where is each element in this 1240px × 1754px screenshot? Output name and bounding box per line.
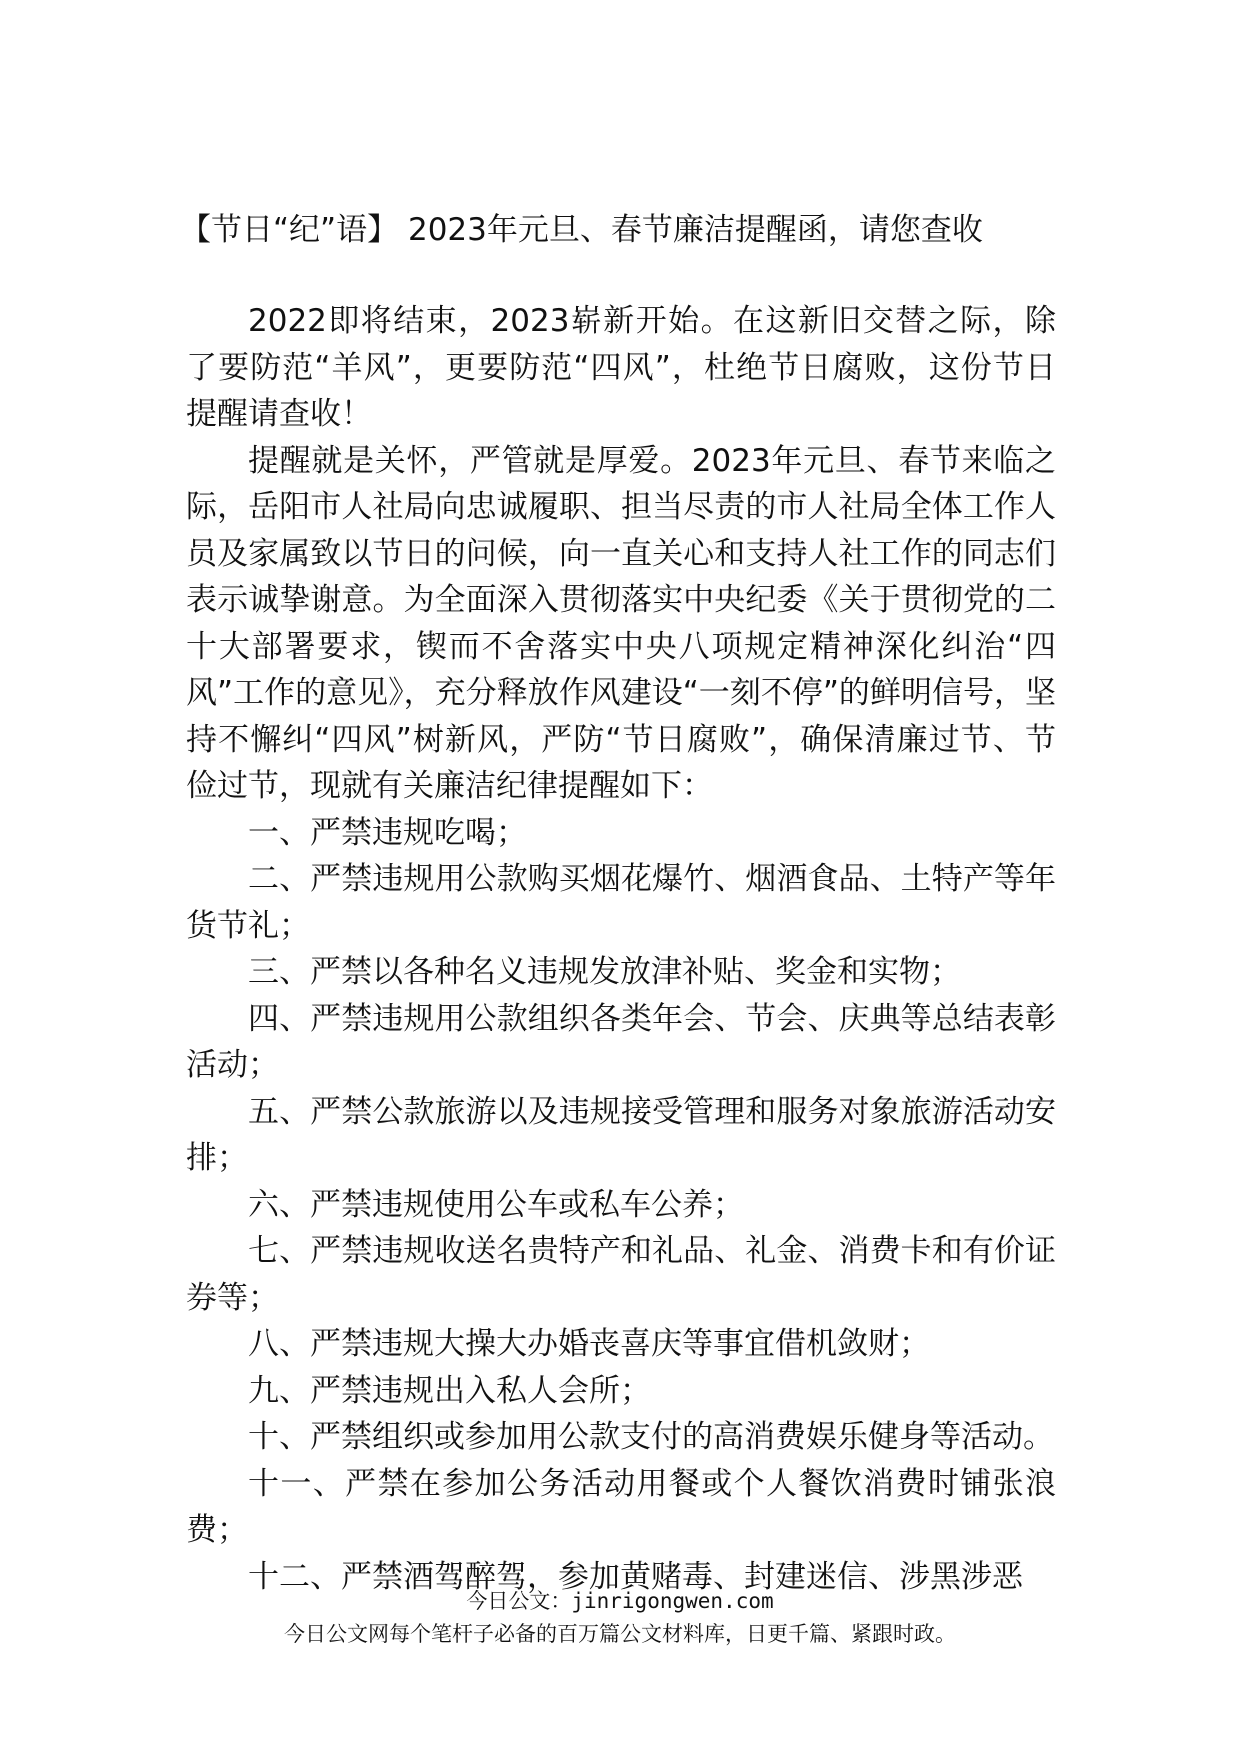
rule-item: 十二、严禁酒驾醉驾，参加黄赌毒、封建迷信、涉黑涉恶 bbox=[248, 1558, 1023, 1595]
document-title: 【节日“纪”语】 2023年元旦、春节廉洁提醒函，请您查收 bbox=[180, 212, 983, 248]
rule-item: 九、严禁违规出入私人会所； bbox=[248, 1372, 651, 1409]
rule-item: 五、严禁公款旅游以及违规接受管理和服务对象旅游活动安排； bbox=[186, 1093, 1056, 1176]
footer-site-link[interactable]: jinrigongwen.com bbox=[571, 1589, 774, 1613]
footer-site-line bbox=[0, 1587, 1240, 1615]
rule-item: 十、严禁组织或参加用公款支付的高消费娱乐健身等活动。 bbox=[248, 1419, 1054, 1455]
footer-slogan: 今日公文网每个笔杆子必备的百万篇公文材料库，日更千篇、紧跟时政。 bbox=[284, 1622, 956, 1646]
rule-item: 七、严禁违规收送名贵特产和礼品、礼金、消费卡和有价证券等； bbox=[186, 1233, 1056, 1316]
document-body bbox=[186, 298, 1056, 1600]
rule-item: 八、严禁违规大操大办婚丧喜庆等事宜借机敛财； bbox=[248, 1326, 930, 1362]
paragraph-intro: 2022即将结束，2023崭新开始。在这新旧交替之际，除了要防范“羊风”，更要防范“四风”，杜绝节日腐败，这份节日提醒请查收！ bbox=[186, 303, 1056, 432]
rule-item: 六、严禁违规使用公车或私车公养； bbox=[248, 1186, 744, 1223]
rule-item: 十一、严禁在参加公务活动用餐或个人餐饮消费时铺张浪费； bbox=[186, 1465, 1056, 1548]
rule-item: 四、严禁违规用公款组织各类年会、节会、庆典等总结表彰活动； bbox=[186, 1000, 1056, 1083]
rule-item: 一、严禁违规吃喝； bbox=[248, 814, 527, 851]
rule-item: 二、严禁违规用公款购买烟花爆竹、烟酒食品、土特产等年货节礼； bbox=[186, 861, 1056, 944]
rule-item: 三、严禁以各种名义违规发放津补贴、奖金和实物； bbox=[248, 954, 961, 990]
paragraph-main: 提醒就是关怀，严管就是厚爱。2023年元旦、春节来临之际，岳阳市人社局向忠诚履职、担当尽责的市人社局全体工作人员及家属致以节日的问候，向一直关心和支持人社工作的同志们表示诚挚谢意。为全面深入贯彻落实中央纪委《关于贯彻党的二十大部署要求，锲而不舍落实中央八项规定精神深化纠治“四风”工作的意见》，充分释放作风建设“一刻不停”的鲜明信号，坚持不懈纠“四风”树新风，严防“节日腐败”，确保清廉过节、节俭过节，现就有关廉洁纪律提醒如下： bbox=[186, 442, 1056, 804]
footer-site-label: 今日公文： bbox=[466, 1589, 572, 1613]
